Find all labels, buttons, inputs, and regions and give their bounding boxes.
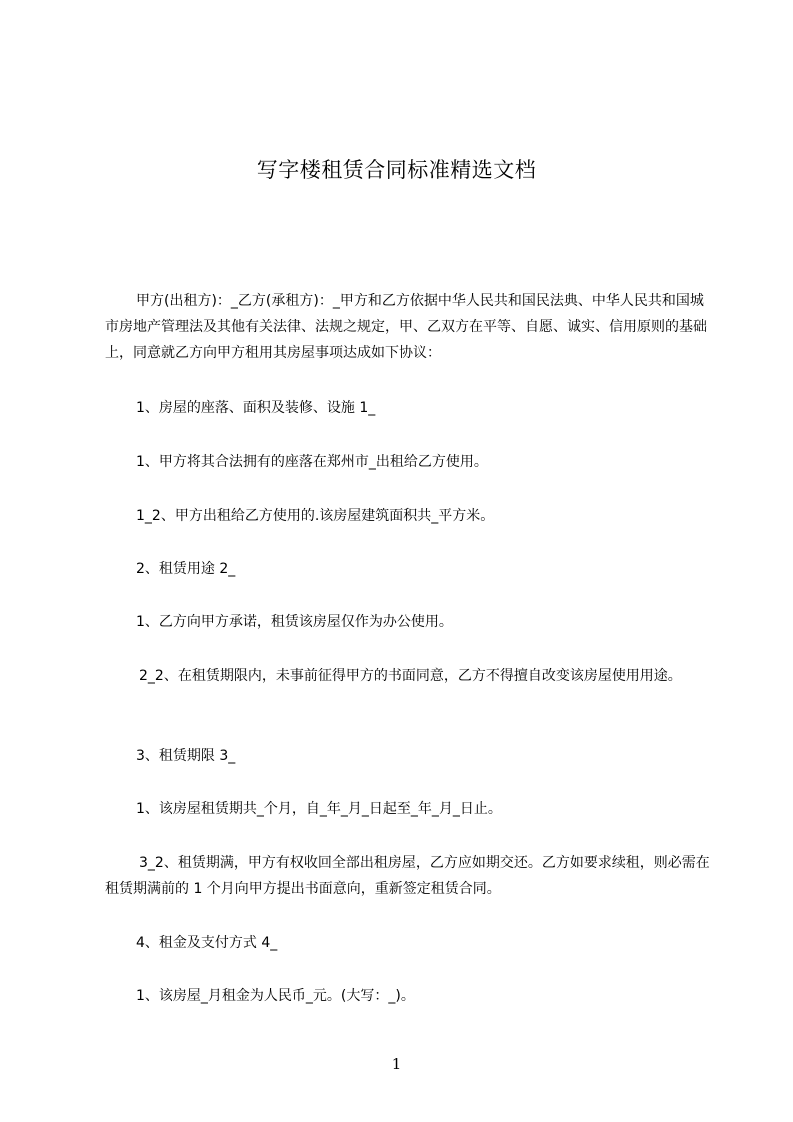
document-title: 写字楼租赁合同标准精选文档 xyxy=(256,158,537,183)
paragraph-clause-3-1: 1、该房屋租赁期共_个月，自_年_月_日起至_年_月_日止。 xyxy=(136,801,502,817)
paragraph-clause-1-2: 1_2、甲方出租给乙方使用的.该房屋建筑面积共_平方米。 xyxy=(136,508,495,524)
paragraph-section-2-heading: 2、租赁用途 2_ xyxy=(136,561,236,577)
paragraph-section-4-heading: 4、租金及支付方式 4_ xyxy=(136,935,278,951)
paragraph-parties: 甲方(出租方)：_乙方(承租方)：_甲方和乙方依据中华人民共和国民法典、中华人民共和国城市房地产管理法及其他有关法律、法规之规定，甲、乙双方在平等、自愿、诚实、信用原则的基础上，同意就乙方向甲方租用其房屋事项达成如下协议： xyxy=(105,293,707,361)
paragraph-clause-1-1: 1、甲方将其合法拥有的座落在郑州市_出租给乙方使用。 xyxy=(136,454,488,470)
paragraph-clause-4-1: 1、该房屋_月租金为人民币_元。(大写：_)。 xyxy=(136,988,415,1004)
paragraph-section-1-heading: 1、房屋的座落、面积及装修、设施 1_ xyxy=(136,400,376,416)
paragraph-clause-2-1: 1、乙方向甲方承诺，租赁该房屋仅作为办公使用。 xyxy=(136,614,453,630)
paragraph-clause-2-2: 2_2、在租赁期限内，未事前征得甲方的书面同意，乙方不得擅自改变该房屋使用用途。 xyxy=(139,668,682,684)
paragraph-section-3-heading: 3、租赁期限 3_ xyxy=(136,748,236,764)
page-number: 1 xyxy=(391,1055,402,1073)
paragraph-clause-3-2: 3_2、租赁期满，甲方有权收回全部出租房屋，乙方应如期交还。乙方如要求续租，则必需在租赁期满前的 1 个月向甲方提出书面意向，重新签定租赁合同。 xyxy=(105,855,710,897)
